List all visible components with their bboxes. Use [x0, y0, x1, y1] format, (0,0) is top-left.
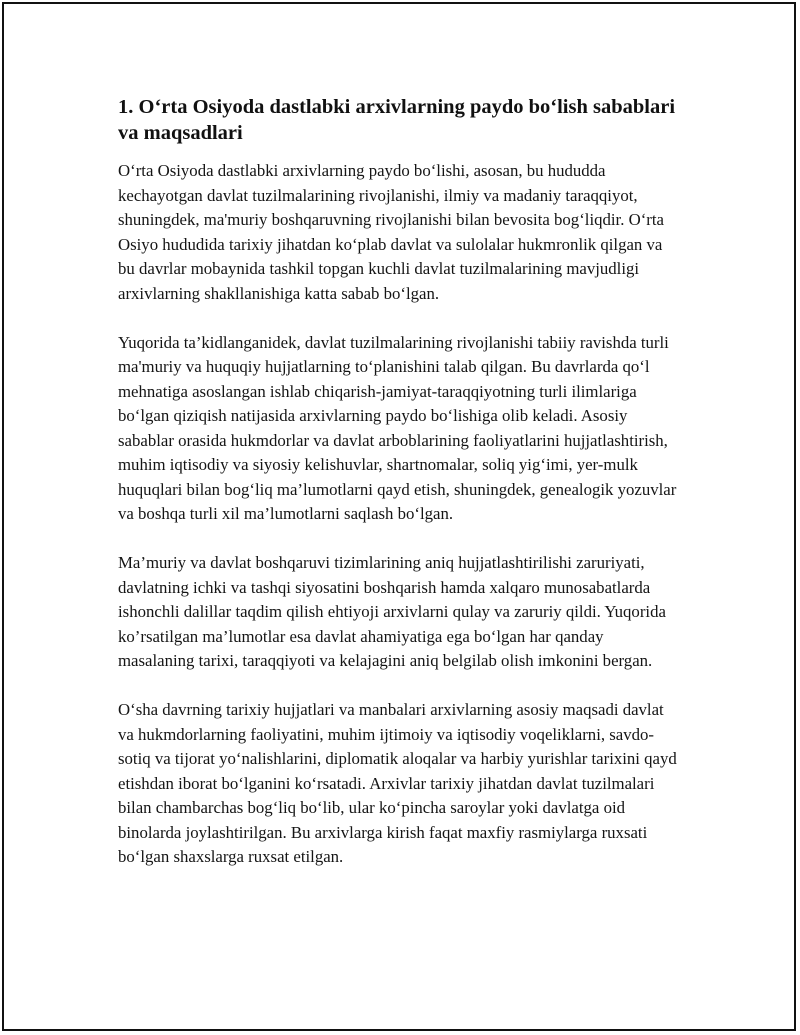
paragraph-2: Yuqorida ta’kidlanganidek, davlat tuzilmalarining rivojlanishi tabiiy ravishda turli ma'muriy va huquqiy hujjatlarning to‘planishini talab qilgan. Bu davrlarda qo‘l mehnatiga asoslangan ishlab chiqarish-jamiyat-taraqqiyotning turli ilimlariga bo‘lgan qiziqish natijasida arxivlarning paydo bo‘lishiga olib keladi. Asosiy sabablar orasida hukmdorlar va davlat arboblarining faoliyatlarini hujjatlashtirish, muhim iqtisodiy va siyosiy kelishuvlar, shartnomalar, soliq yig‘imi, yer-mulk huquqlari bilan bog‘liq ma’lumotlarni qayd etish, shuningdek, genealogik yozuvlar va boshqa turli xil ma’lumotlarni saqlash bo‘lgan.: [118, 332, 677, 523]
paragraph-4: O‘sha davrning tarixiy hujjatlari va manbalari arxivlarning asosiy maqsadi davlat va hukmdorlarning faoliyatini, muhim ijtimoiy va iqtisodiy voqeliklarni, savdo-sotiq va tijorat yo‘nalishlarini, diplomatik aloqalar va harbiy yurishlar tarixini qayd etishdan iborat bo‘lganini ko‘rsatadi. Arxivlar tarixiy jihatdan davlat tuzilmalari bilan chambarchas bog‘liq bo‘lib, ular ko‘pincha saroylar yoki davlatga oid binolarda joylashtirilgan. Bu arxivlarga kirish faqat maxfiy rasmiylarga ruxsati bo‘lgan shaxslarga ruxsat etilgan.: [118, 700, 677, 866]
section-heading: 1. O‘rta Osiyoda dastlabki arxivlarning paydo bo‘lish sabablari va maqsadlari: [118, 96, 676, 144]
paragraph-3: Ma’muriy va davlat boshqaruvi tizimlarining aniq hujjatlashtirilishi zaruriyati, davlatning ichki va tashqi siyosatini boshqarish hamda xalqaro munosabatlarda ishonchli dalillar taqdim qilish ehtiyoji arxivlarni qulay va zaruriy qildi. Yuqorida ko’rsatilgan ma’lumotlar esa davlat ahamiyatiga ega bo‘lgan har qanday masalaning tarixi, taraqqiyoti va kelajagini aniq belgilab olish imkonini bergan.: [118, 553, 666, 670]
document-body: [118, 94, 682, 870]
paragraph-1: O‘rta Osiyoda dastlabki arxivlarning paydo bo‘lishi, asosan, bu hududda kechayotgan davlat tuzilmalarining rivojlanishi, ilmiy va madaniy taraqqiyot, shuningdek, ma'muriy boshqaruvning rivojlanishi bilan bevosita bog‘liqdir. O‘rta Osiyo hududida tarixiy jihatdan ko‘plab davlat va sulolalar hukmronlik qilgan va bu davrlar mobaynida tashkil topgan kuchli davlat tuzilmalarining mavjudligi arxivlarning shakllanishiga katta sabab bo‘lgan.: [118, 161, 665, 303]
